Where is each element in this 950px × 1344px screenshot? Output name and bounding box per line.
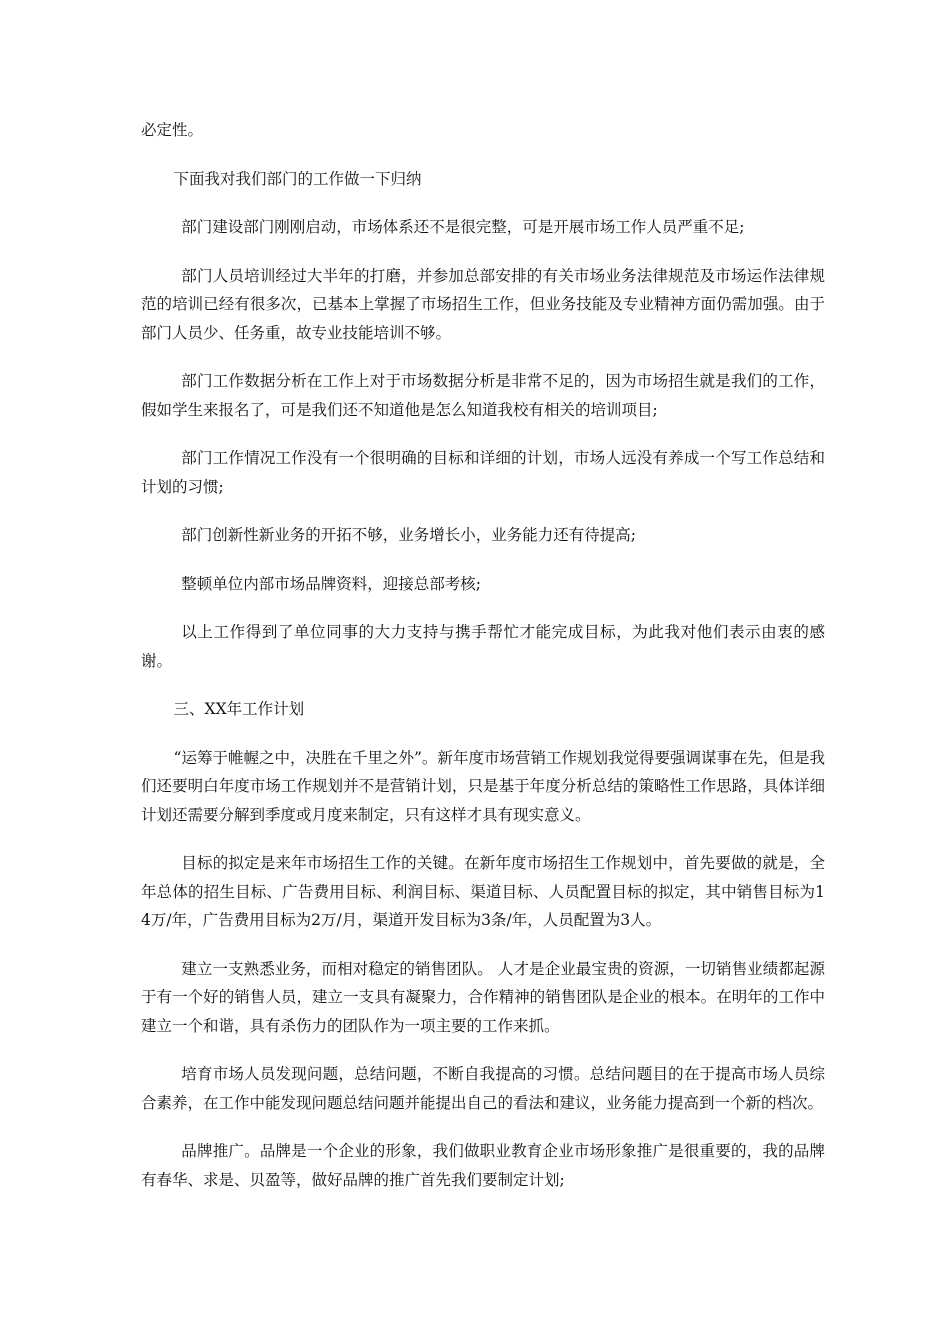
paragraph-12: 目标的拟定是来年市场招生工作的关键。在新年度市场招生工作规划中，首先要做的就是，全年总体的招生目标、广告费用目标、利润目标、渠道目标、人员配置目标的拟定，其中销售目标为14万/年，广告费用目标为2万/月，渠道开发目标为3条/年，人员配置为3人。	[141, 854, 825, 929]
paragraph-13: 建立一支熟悉业务，而相对稳定的销售团队。 人才是企业最宝贵的资源，一切销售业绩都起源于有一个好的销售人员，建立一支具有凝聚力，合作精神的销售团队是企业的根本。在明年的工作中建立一个和谐，具有杀伤力的团队作为一项主要的工作来抓。	[141, 959, 825, 1035]
paragraph-14: 培育市场人员发现问题，总结问题，不断自我提高的习惯。总结问题目的在于提高市场人员综合素养，在工作中能发现问题总结问题并能提出自己的看法和建议，业务能力提高到一个新的档次。	[141, 1065, 825, 1112]
paragraph-1: 必定性。	[141, 121, 204, 139]
paragraph-9: 以上工作得到了单位同事的大力支持与携手帮忙才能完成目标，为此我对他们表示由衷的感谢。	[141, 623, 825, 670]
paragraph-3: 部门建设部门刚刚启动，市场体系还不是很完整，可是开展市场工作人员严重不足;	[181, 218, 745, 236]
paragraph-15: 品牌推广。品牌是一个企业的形象，我们做职业教育企业市场形象推广是很重要的，我的品牌有春华、求是、贝盈等，做好品牌的推广首先我们要制定计划;	[141, 1142, 825, 1189]
paragraph-2: 下面我对我们部门的工作做一下归纳	[173, 169, 422, 188]
paragraph-4: 部门人员培训经过大半年的打磨，并参加总部安排的有关市场业务法律规范及市场运作法律规范的培训已经有很多次，已基本上掌握了市场招生工作，但业务技能及专业精神方面仍需加强。由于部门人员少、任务重，故专业技能培训不够。	[141, 266, 825, 342]
section-heading: 三、XX年工作计划	[173, 700, 305, 718]
paragraph-8: 整顿单位内部市场品牌资料，迎接总部考核;	[181, 574, 482, 593]
paragraph-6: 部门工作情况工作没有一个很明确的目标和详细的计划，市场人远没有养成一个写工作总结和计划的习惯;	[141, 449, 825, 496]
document-body	[141, 116, 825, 1214]
paragraph-5: 部门工作数据分析在工作上对于市场数据分析是非常不足的，因为市场招生就是我们的工作，假如学生来报名了，可是我们还不知道他是怎么知道我校有相关的培训项目;	[141, 372, 825, 419]
paragraph-11: “运筹于帷幄之中，决胜在千里之外”。新年度市场营销工作规划我觉得要强调谋事在先，但是我们还要明白年度市场工作规划并不是营销计划，只是基于年度分析总结的策略性工作思路，具体详细计划还需要分解到季度或月度来制定，只有这样才具有现实意义。	[141, 748, 825, 824]
paragraph-7: 部门创新性新业务的开拓不够，业务增长小，业务能力还有待提高;	[181, 526, 637, 544]
